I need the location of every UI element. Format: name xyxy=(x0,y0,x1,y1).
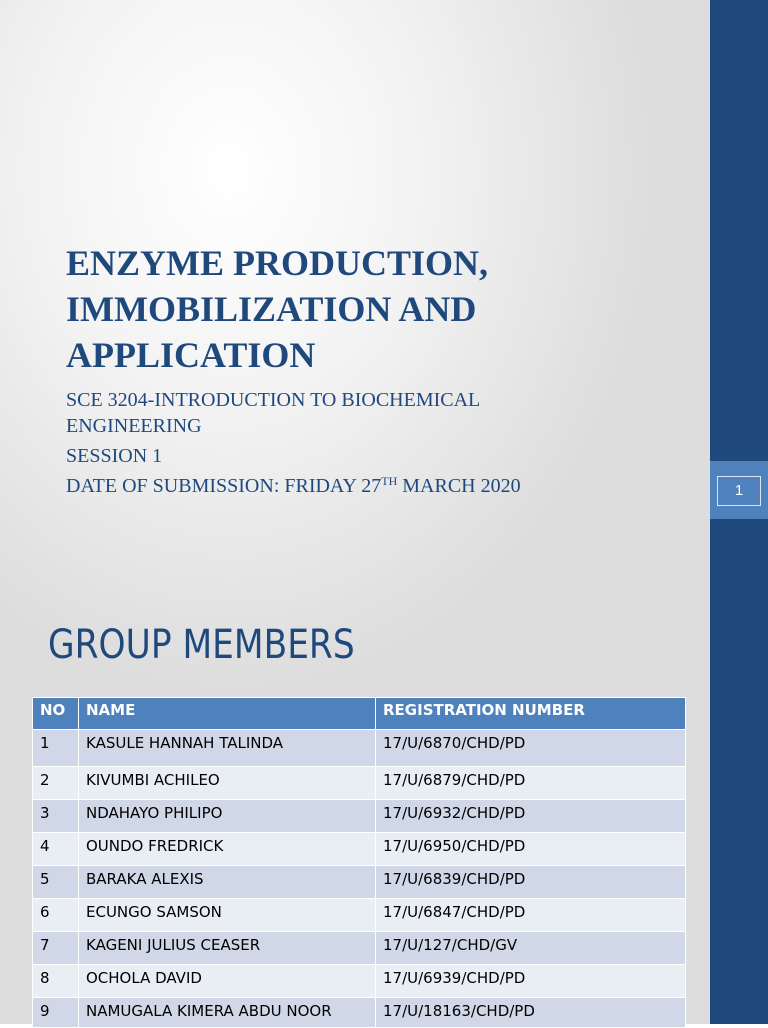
cell-name: OUNDO FREDRICK xyxy=(79,833,376,866)
cell-registration: 17/U/6839/CHD/PD xyxy=(376,866,686,899)
cell-no: 3 xyxy=(33,800,79,833)
cell-name: KAGENI JULIUS CEASER xyxy=(79,932,376,965)
table-row xyxy=(33,833,686,866)
title-line-1: ENZYME PRODUCTION, xyxy=(66,243,489,283)
cell-no: 5 xyxy=(33,866,79,899)
table-row xyxy=(33,998,686,1028)
cell-name: NAMUGALA KIMERA ABDU NOOR xyxy=(79,998,376,1028)
cell-no: 6 xyxy=(33,899,79,932)
title-line-2: IMMOBILIZATION AND xyxy=(66,289,477,329)
submission-suffix: MARCH 2020 xyxy=(397,475,521,497)
cell-registration: 17/U/6939/CHD/PD xyxy=(376,965,686,998)
table-row xyxy=(33,767,686,800)
cell-registration: 17/U/6870/CHD/PD xyxy=(376,730,686,767)
submission-superscript: TH xyxy=(381,474,398,488)
course-line-2: ENGINEERING xyxy=(66,415,202,437)
table-row xyxy=(33,899,686,932)
group-members-heading: GROUP MEMBERS xyxy=(48,622,355,668)
table-row xyxy=(33,730,686,767)
cell-no: 1 xyxy=(33,730,79,767)
cell-no: 4 xyxy=(33,833,79,866)
cell-name: KIVUMBI ACHILEO xyxy=(79,767,376,800)
table-row xyxy=(33,932,686,965)
cell-registration: 17/U/127/CHD/GV xyxy=(376,932,686,965)
title-line-3: APPLICATION xyxy=(66,335,316,375)
cell-no: 2 xyxy=(33,767,79,800)
page-number: 1 xyxy=(717,476,761,506)
cell-name: KASULE HANNAH TALINDA xyxy=(79,730,376,767)
slide-title xyxy=(66,240,686,378)
course-line-1: SCE 3204-INTRODUCTION TO BIOCHEMICAL xyxy=(66,389,481,411)
cell-registration: 17/U/6932/CHD/PD xyxy=(376,800,686,833)
cell-registration: 17/U/6879/CHD/PD xyxy=(376,767,686,800)
cell-name: OCHOLA DAVID xyxy=(79,965,376,998)
table-header-row xyxy=(33,698,686,730)
cell-registration: 17/U/18163/CHD/PD xyxy=(376,998,686,1028)
table-row xyxy=(33,800,686,833)
header-name: NAME xyxy=(79,698,376,730)
table-row xyxy=(33,866,686,899)
cell-registration: 17/U/6847/CHD/PD xyxy=(376,899,686,932)
members-table xyxy=(32,697,686,1028)
table-row xyxy=(33,965,686,998)
header-no: NO xyxy=(33,698,79,730)
cell-name: NDAHAYO PHILIPO xyxy=(79,800,376,833)
cell-registration: 17/U/6950/CHD/PD xyxy=(376,833,686,866)
cell-name: BARAKA ALEXIS xyxy=(79,866,376,899)
submission-prefix: DATE OF SUBMISSION: FRIDAY 27 xyxy=(66,475,382,497)
cell-no: 9 xyxy=(33,998,79,1028)
submission-date xyxy=(66,475,521,498)
header-registration: REGISTRATION NUMBER xyxy=(376,698,686,730)
session-label: SESSION 1 xyxy=(66,445,163,467)
cell-name: ECUNGO SAMSON xyxy=(79,899,376,932)
cell-no: 8 xyxy=(33,965,79,998)
cell-no: 7 xyxy=(33,932,79,965)
